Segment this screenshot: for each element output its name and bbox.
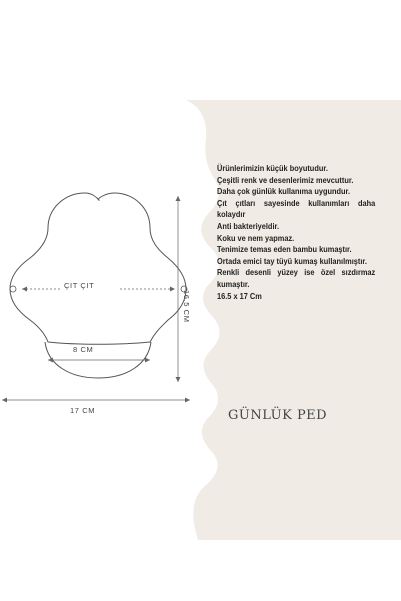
snap-label: ÇIT ÇIT	[64, 281, 95, 290]
info-line: Koku ve nem yapmaz.	[217, 232, 295, 243]
info-line: 16.5 x 17 Cm	[217, 290, 262, 301]
info-line: Çeşitli renk ve desenlerimiz mevcuttur.	[217, 174, 354, 185]
product-info	[217, 163, 375, 302]
total-width-label: 17 CM	[70, 406, 96, 415]
info-line: Renkli desenli yüzey ise özel sızdırmaz kumaştır.	[217, 267, 376, 289]
snap-left	[10, 286, 16, 292]
info-line: Anti bakteriyeldir.	[217, 220, 280, 231]
inner-width-label: 8 CM	[73, 345, 94, 354]
pad-outline	[10, 193, 186, 344]
info-line: Çıt çıtları sayesinde kullanımları daha kolaydır	[217, 197, 376, 220]
info-line: Daha çok günlük kullanıma uygundur.	[217, 186, 351, 197]
product-title: GÜNLÜK PED	[228, 408, 328, 423]
info-line: Tenimize temas eden bambu kumaştır.	[217, 244, 352, 255]
info-line: Ürünlerimizin küçük boyutudur.	[217, 163, 328, 173]
info-line: Ortada emici tay tüyü kumaş kullanılmıştır.	[217, 255, 367, 266]
height-label: 16.5 CM	[182, 290, 191, 323]
